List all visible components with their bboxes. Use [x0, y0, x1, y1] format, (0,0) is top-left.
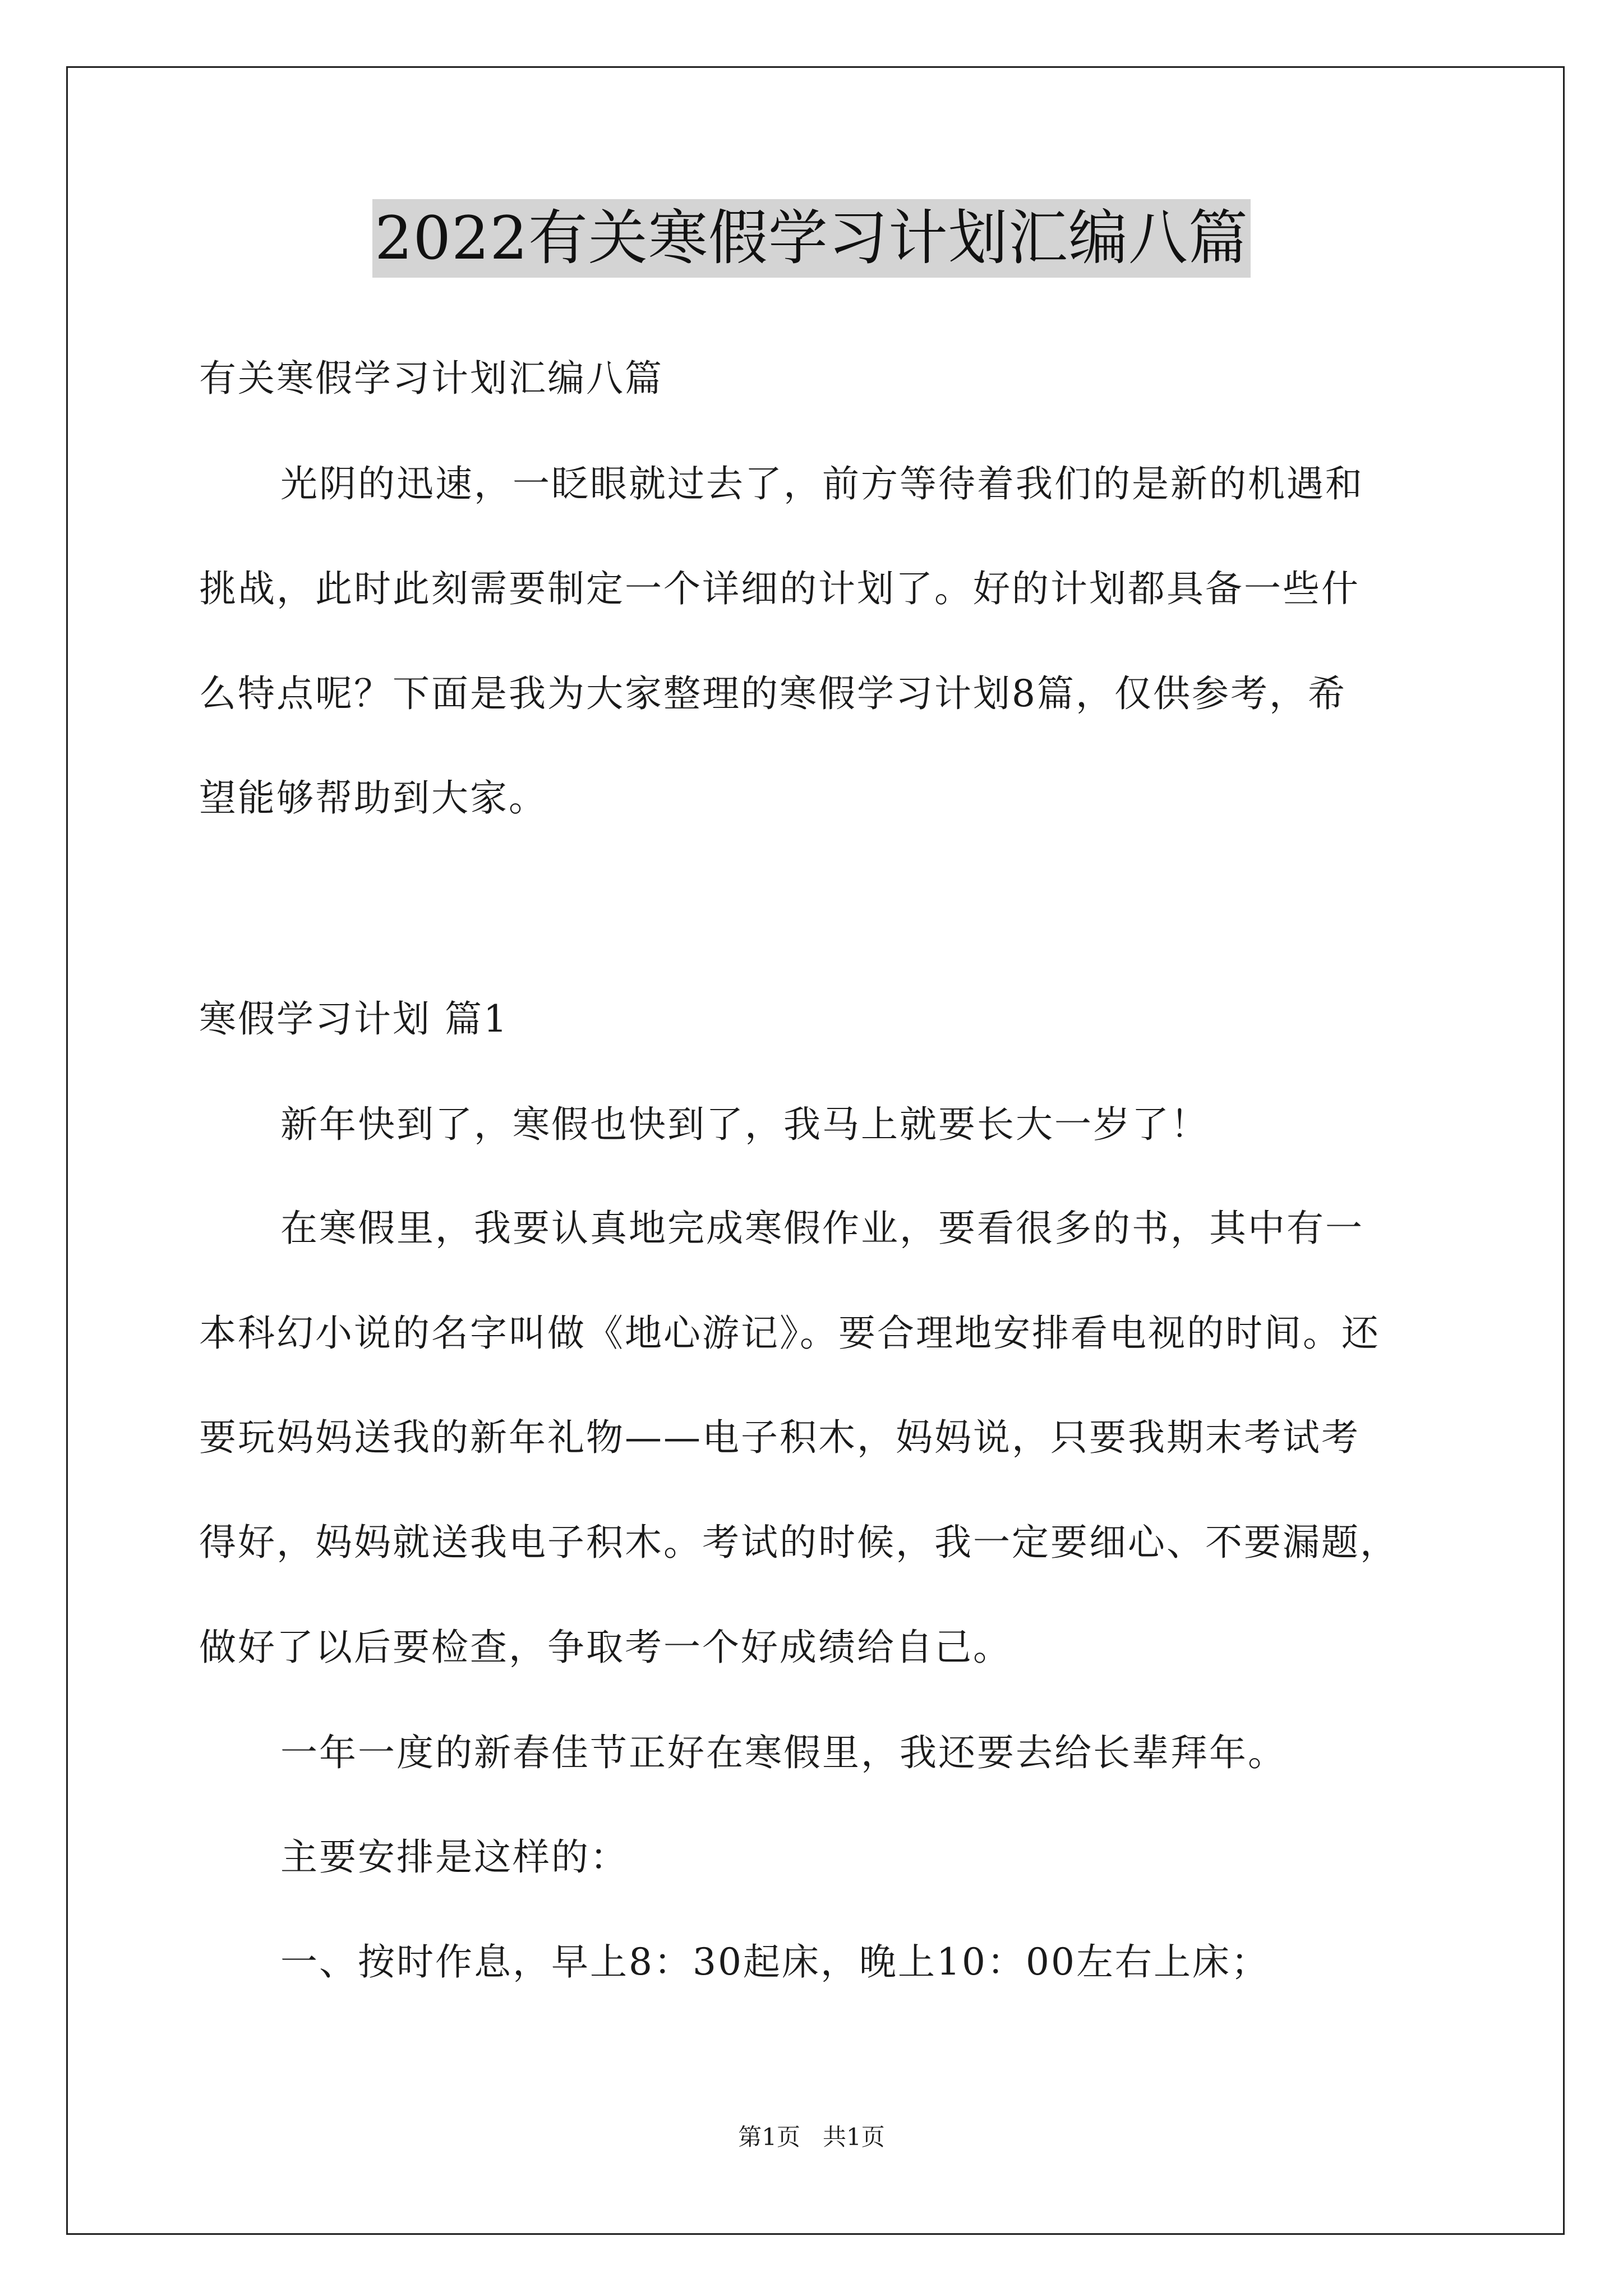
paragraph-line: 得好，妈妈就送我电子积木。考试的时候，我一定要细心、不要漏题，: [199, 1521, 1399, 1564]
intro-line: 望能够帮助到大家。: [199, 776, 547, 820]
intro-line: 光阴的迅速，一眨眼就过去了，前方等待着我们的是新的机遇和: [280, 462, 1364, 505]
paragraph-line: 新年快到了，寒假也快到了，我马上就要长大一岁了！: [280, 1103, 1209, 1146]
section-heading: 寒假学习计划 篇1: [199, 997, 509, 1041]
intro-line: 么特点呢？下面是我为大家整理的寒假学习计划8篇，仅供参考，希: [199, 672, 1347, 715]
paragraph-line: 主要安排是这样的：: [280, 1835, 629, 1879]
paragraph-line: 做好了以后要检查，争取考一个好成绩给自己。: [199, 1626, 1012, 1669]
paragraph-line: 本科幻小说的名字叫做《地心游记》。要合理地安排看电视的时间。还: [199, 1312, 1380, 1355]
paragraph-line: 在寒假里，我要认真地完成寒假作业，要看很多的书，其中有一: [280, 1207, 1364, 1250]
subtitle: 有关寒假学习计划汇编八篇: [199, 357, 663, 400]
paragraph-line: 一、按时作息，早上8：30起床，晚上10：00左右上床；: [280, 1940, 1270, 1984]
intro-line: 挑战，此时此刻需要制定一个详细的计划了。好的计划都具备一些什: [199, 567, 1360, 610]
page-footer: 第1页 共1页: [738, 2123, 885, 2151]
paragraph-line: 一年一度的新春佳节正好在寒假里，我还要去给长辈拜年。: [280, 1731, 1287, 1774]
paragraph-line: 要玩妈妈送我的新年礼物——电子积木，妈妈说，只要我期末考试考: [199, 1416, 1360, 1459]
title-container: [0, 199, 1623, 278]
document-title: 2022有关寒假学习计划汇编八篇: [372, 199, 1251, 278]
